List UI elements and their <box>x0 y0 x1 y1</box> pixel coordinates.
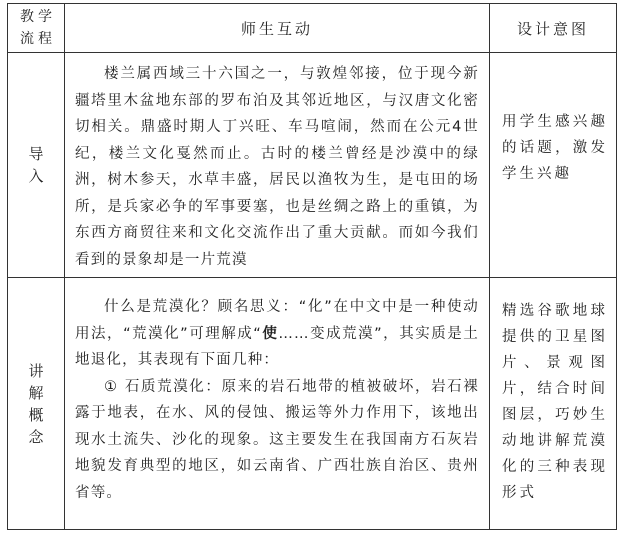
table-row-intro <box>8 53 617 278</box>
header-stage: 教学流程 <box>8 4 65 53</box>
main-cell-intro <box>65 53 490 278</box>
table-header-row <box>8 4 617 53</box>
main-cell-concept <box>65 278 490 530</box>
intent-cell-intro: 用学生感兴趣的话题，激发学生兴趣 <box>490 53 617 278</box>
intro-paragraph: 楼兰属西域三十六国之一，与敦煌邻接，位于现今新疆塔里木盆地东部的罗布泊及其邻近地区，与汉唐文化密切相关。鼎盛时期人丁兴旺、车马喧闹，然而在公元4世纪，楼兰文化戛然而止。古时的楼兰曾经是沙漠中的绿洲，树木参天，水草丰盛，居民以渔牧为生，是屯田的场所，是兵家必争的军事要塞，也是丝绸之路上的重镇，为东西方商贸往来和文化交流作出了重大贡献。而如今我们看到的景象却是一片荒漠 <box>75 66 479 268</box>
stage-char: 导 <box>28 145 44 163</box>
definition-text-start: 什么是荒漠化？顾名思义：“化”在中文中是一种使动用法，“荒漠化”可理解成“ <box>75 299 479 342</box>
concept-paragraph-rocky: ① 石质荒漠化：原来的岩石地带的植被破坏，岩石裸露于地表，在水、风的侵蚀、搬运等外力作用下，该地出现水土流失、沙化的现象。这主要发生在我国南方石灰岩地貌发育典型的地区，如云南省、广西壮族自治区、贵州省等。 <box>75 378 479 501</box>
stage-cell-concept <box>8 278 65 530</box>
concept-paragraph-definition <box>75 294 479 374</box>
stage-char: 念 <box>28 427 44 446</box>
lesson-plan-table <box>7 3 617 530</box>
header-main: 师生互动 <box>65 4 490 53</box>
table-row-concept <box>8 278 617 530</box>
stage-char: 入 <box>28 167 44 185</box>
definition-text-end: ……变成荒漠”，其实质是土地退化，其表现有下面几种： <box>75 325 479 368</box>
definition-bold-word: 使 <box>262 325 279 342</box>
stage-cell-intro <box>8 53 65 278</box>
stage-char: 概 <box>28 405 44 424</box>
intent-cell-concept: 精选谷歌地球提供的卫星图片、景观图片，结合时间图层，巧妙生动地讲解荒漠化的三种表现形式 <box>490 278 617 530</box>
stage-char: 解 <box>28 383 44 402</box>
header-intent: 设计意图 <box>490 4 617 53</box>
stage-char: 讲 <box>28 361 44 380</box>
